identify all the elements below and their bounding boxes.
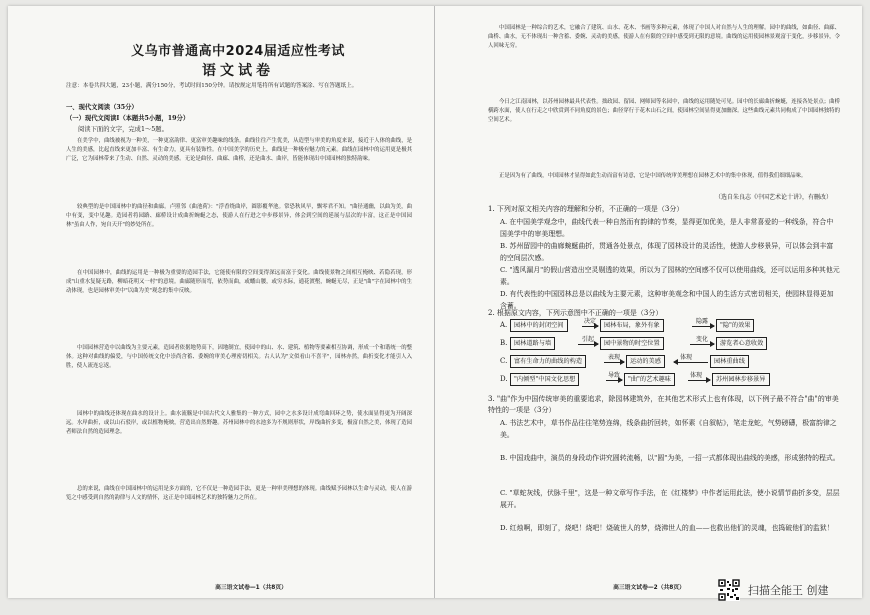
exam-subtitle: 语文试卷 [202,63,274,79]
diagram-a-right-box: "隐"的效果 [716,319,754,332]
passage-paragraph: 正是因为有了曲线，中国园林才显得如此生动而富有诗意，它是中国传统审美理想在园林艺术中的集中体现，值得我们细细品味。 [499,173,807,179]
arrow-icon [606,380,622,381]
diagram-a-right-label: 隐露 [696,318,709,325]
arrow-icon [578,344,598,345]
exam-sheet [8,6,862,598]
passage-paragraph: 在美学中，曲线被视为一种美，一种更富韵律、更富审美趣味的线条。曲线往往产生优美，从造型与审美的角度来说，接近于人体的曲线，是人生的美感，比起直线来更加丰富、有生命力，更具有装饰性。在中国美学的历史上，曲线是一种极有魅力的元素。曲线在园林中的运用更是极其广泛，它为园林带来了生动、自然、灵动的美感。无论是曲径、曲廊、曲桥，还是曲水、曲岸，皆能体现出中国园林的独特韵味。 [66,138,412,163]
passage-paragraph: 园林中的曲线还体现在曲水的设计上。曲水流觞是中国古代文人雅集的一种方式，园中之水多设计成弯曲回环之势，使水面显得更为开阔深远。水岸曲折，或以山石驳岸，或以植物掩映，营造出自然野趣。苏州园林中的水池多为不规则形状，岸线曲折多变，极富自然之美，体现了造园者师法自然的造园理念。 [66,411,412,436]
diagram-a-mid-label: 决定 [584,318,597,325]
question-2: 2. 根据原文内容，下列示意图中不正确的一项是（3分） [488,309,663,317]
option-letter-c: C. [500,357,508,365]
watermark-text: 扫描全能王 创建 [748,584,829,597]
arrow-icon [690,344,714,345]
passage-paragraph: 中国园林营造中以曲线为主要元素，造园者依据地势高下，因地制宜，使园中的山、水、建筑、植物等要素相互协调，形成一个和谐统一的整体。这种对曲线的偏爱，与中国传统文化中崇尚含蓄、委婉的审美心理密切相关。古人认为"文似看山不喜平"，园林亦然，曲折变化才能引人入胜，使人流连忘返。 [66,345,412,370]
diagram-a-mid-box: 园林布局，象外有象 [600,319,664,332]
q1-option-a: A. 在中国美学观念中，曲线代表一种自然而有韵律的节奏，显得更加优美，是人非常喜爱的一种线条，符合中国美学中的审美理想。 [500,218,834,238]
page-divider [434,6,435,598]
option-letter-d: D. [500,375,508,383]
diagram-c-mid-box: 运动的美感 [626,355,665,368]
exam-title: 义乌市普通高中2024届适应性考试 [131,44,345,59]
diagram-b-right-box: 游览者心意收敛 [716,337,767,350]
arrow-icon [692,326,714,327]
passage-paragraph: 今日之江南园林，以苏州园林最具代表性。拙政园、留园、网师园等名园中，曲线的运用随处可见。园中的长廊曲折蜿蜒，连接各处景点；曲桥横跨水面，使人在行走之中欣赏到不同角度的景色；曲径穿行于花木山石之间，使园林空间显得更加幽深。这些曲线元素共同构成了中国园林独特的空间艺术。 [488,99,840,124]
subsection-heading: （一）现代文阅读Ⅰ（本题共5小题，19分） [66,115,190,122]
diagram-d-mid-box: "曲"的艺术趣味 [624,373,675,386]
question-3: 3. "曲"作为中国传统审美的重要追求，除园林建筑外，在其他艺术形式上也有体现，以下例子最不符合"曲"的审美特性的一项是（3分） [488,395,839,414]
passage-paragraph: 较典型的是中国园林中的曲径和曲廊。卢照邻《曲池荷》："浮香绕曲岸，圆影覆华池。常恐秋风早，飘零君不知。"曲径通幽，以曲为美，曲中有变，变中见趣。造园者将园路、廊桥设计成曲折蜿蜒之态，使游人在行进之中步移景异，体会到空间的延展与层次的丰富，这正是中国园林"虽由人作，宛自天开"的妙处所在。 [66,204,412,229]
arrow-icon [604,362,624,363]
diagram-d-left-box: "内倾型"中国文化思想 [510,373,579,386]
page-2 [436,6,862,598]
diagram-d-mid-label: 导致 [608,372,621,379]
arrow-icon [688,380,710,381]
q1-option-c: C. "透风漏月"的假山营造出空灵剔透的效果，所以为了园林的空间感不仅可以使用曲线，还可以运用多种其他元素。 [500,266,840,286]
diagram-b-mid-label: 引起 [582,336,595,343]
scanner-watermark [718,579,829,601]
option-letter-a: A. [500,321,508,329]
q3-option-d: D. 红烛啊，即刻了，烧吧！烧吧！烧破世人的梦，烧沸世人的血——也救出他们的灵魂，也捣破他们的监狱！ [500,524,834,532]
diagram-b-mid-box: 园中景物的时空位置 [600,337,664,350]
qr-code-icon [718,579,740,601]
passage-source: （选自朱良志《中国艺术论十讲》，有删改） [714,194,832,201]
q3-option-a: A. 书法艺术中，草书作品往往笔势连绵，线条曲折回转，如怀素《自叙帖》，笔走龙蛇，气势磅礴，极富韵律之美。 [500,419,837,439]
q1-option-b: B. 苏州留园中的曲廊蜿蜒曲折，贯通各处景点，体现了园林设计的灵活性，使游人步移景异，可以体会到丰富的空间层次感。 [500,242,834,262]
passage-paragraph: 总的来说，曲线在中国园林中的运用是多方面的，它不仅是一种造园手法，更是一种审美理想的体现。曲线赋予园林以生命与灵动，使人在游览之中感受到自然的韵律与人文的情怀，这正是中国园林艺术的独特魅力之所在。 [66,486,412,502]
q3-option-c: C. "草蛇灰线，伏脉千里"，这是一种文章写作手法，在《红楼梦》中作者运用此法，使小说情节曲折多变，层层展开。 [500,489,840,509]
diagram-c-mid-label: 表现 [608,354,621,361]
section-heading: 一、现代文阅读（35分） [66,104,138,111]
diagram-a-left-box: 园林中的封闭空间 [510,319,568,332]
question-2-diagrams [500,319,840,389]
arrow-icon [582,326,598,327]
q3-option-b: B. 中国戏曲中，演员的身段动作讲究圆转流畅，以"圆"为美，一招一式都体现出曲线的美感，形成独特的程式。 [500,454,840,462]
diagram-d-right-box: 苏州园林步移景异 [712,373,770,386]
passage-paragraph: 在中国园林中，曲线的运用是一种极为重要的造园手法，它能使有限的空间变得深远而富于变化。曲线使景物之间相互掩映、若隐若现，形成"山重水复疑无路，柳暗花明又一村"的意境。曲廊随形而弯，依势而曲，或蟠山腰，或穷水际，通花渡壑，蜿蜒无尽，正是"曲"字在园林中的生动体现，也是园林审美中"以曲为美"观念的集中反映。 [66,270,412,295]
page-footer: 高三语文试卷—1（共8页） [215,585,287,591]
diagram-d-right-label: 体现 [690,372,703,379]
option-letter-b: B. [500,339,508,347]
arrow-icon [674,362,708,363]
question-1: 1. 下列对原文相关内容的理解和分析，不正确的一项是（3分） [488,205,684,213]
exam-notice: 注意：本卷共四大题，23小题，满分150分，考试时间150分钟。请按规定用笔将所有试题的答案涂、写在答题纸上。 [66,83,358,89]
diagram-b-right-label: 变化 [696,336,709,343]
diagram-c-right-box: 园林重曲线 [710,355,749,368]
q1-option-d: D. 有代表性的中国园林总是以曲线为主要元素，这种审美观念和中国人的生活方式密切相关，使园林显得更加含蓄。 [500,290,834,310]
diagram-c-right-label: 体现 [680,354,693,361]
diagram-b-left-box: 园林道路与墙 [510,337,555,350]
diagram-c-left-box: 富有生命力的曲线的构造 [510,355,586,368]
page-footer: 高三语文试卷—2（共8页） [613,585,685,591]
page-1 [8,6,434,598]
passage-paragraph: 中国园林是一种综合的艺术，它融合了建筑、山水、花木、书画等多种元素，体现了中国人对自然与人生的理解。园中的曲线，如曲径、曲廊、曲桥、曲水，无不体现出一种含蓄、委婉、灵动的美感，使游人在有限的空间中感受到无限的意境。曲线的运用使园林景观富于变化，步移景异，令人回味无穷。 [488,25,840,50]
reading-instruction: 阅读下面的文字，完成1～5题。 [78,126,168,133]
